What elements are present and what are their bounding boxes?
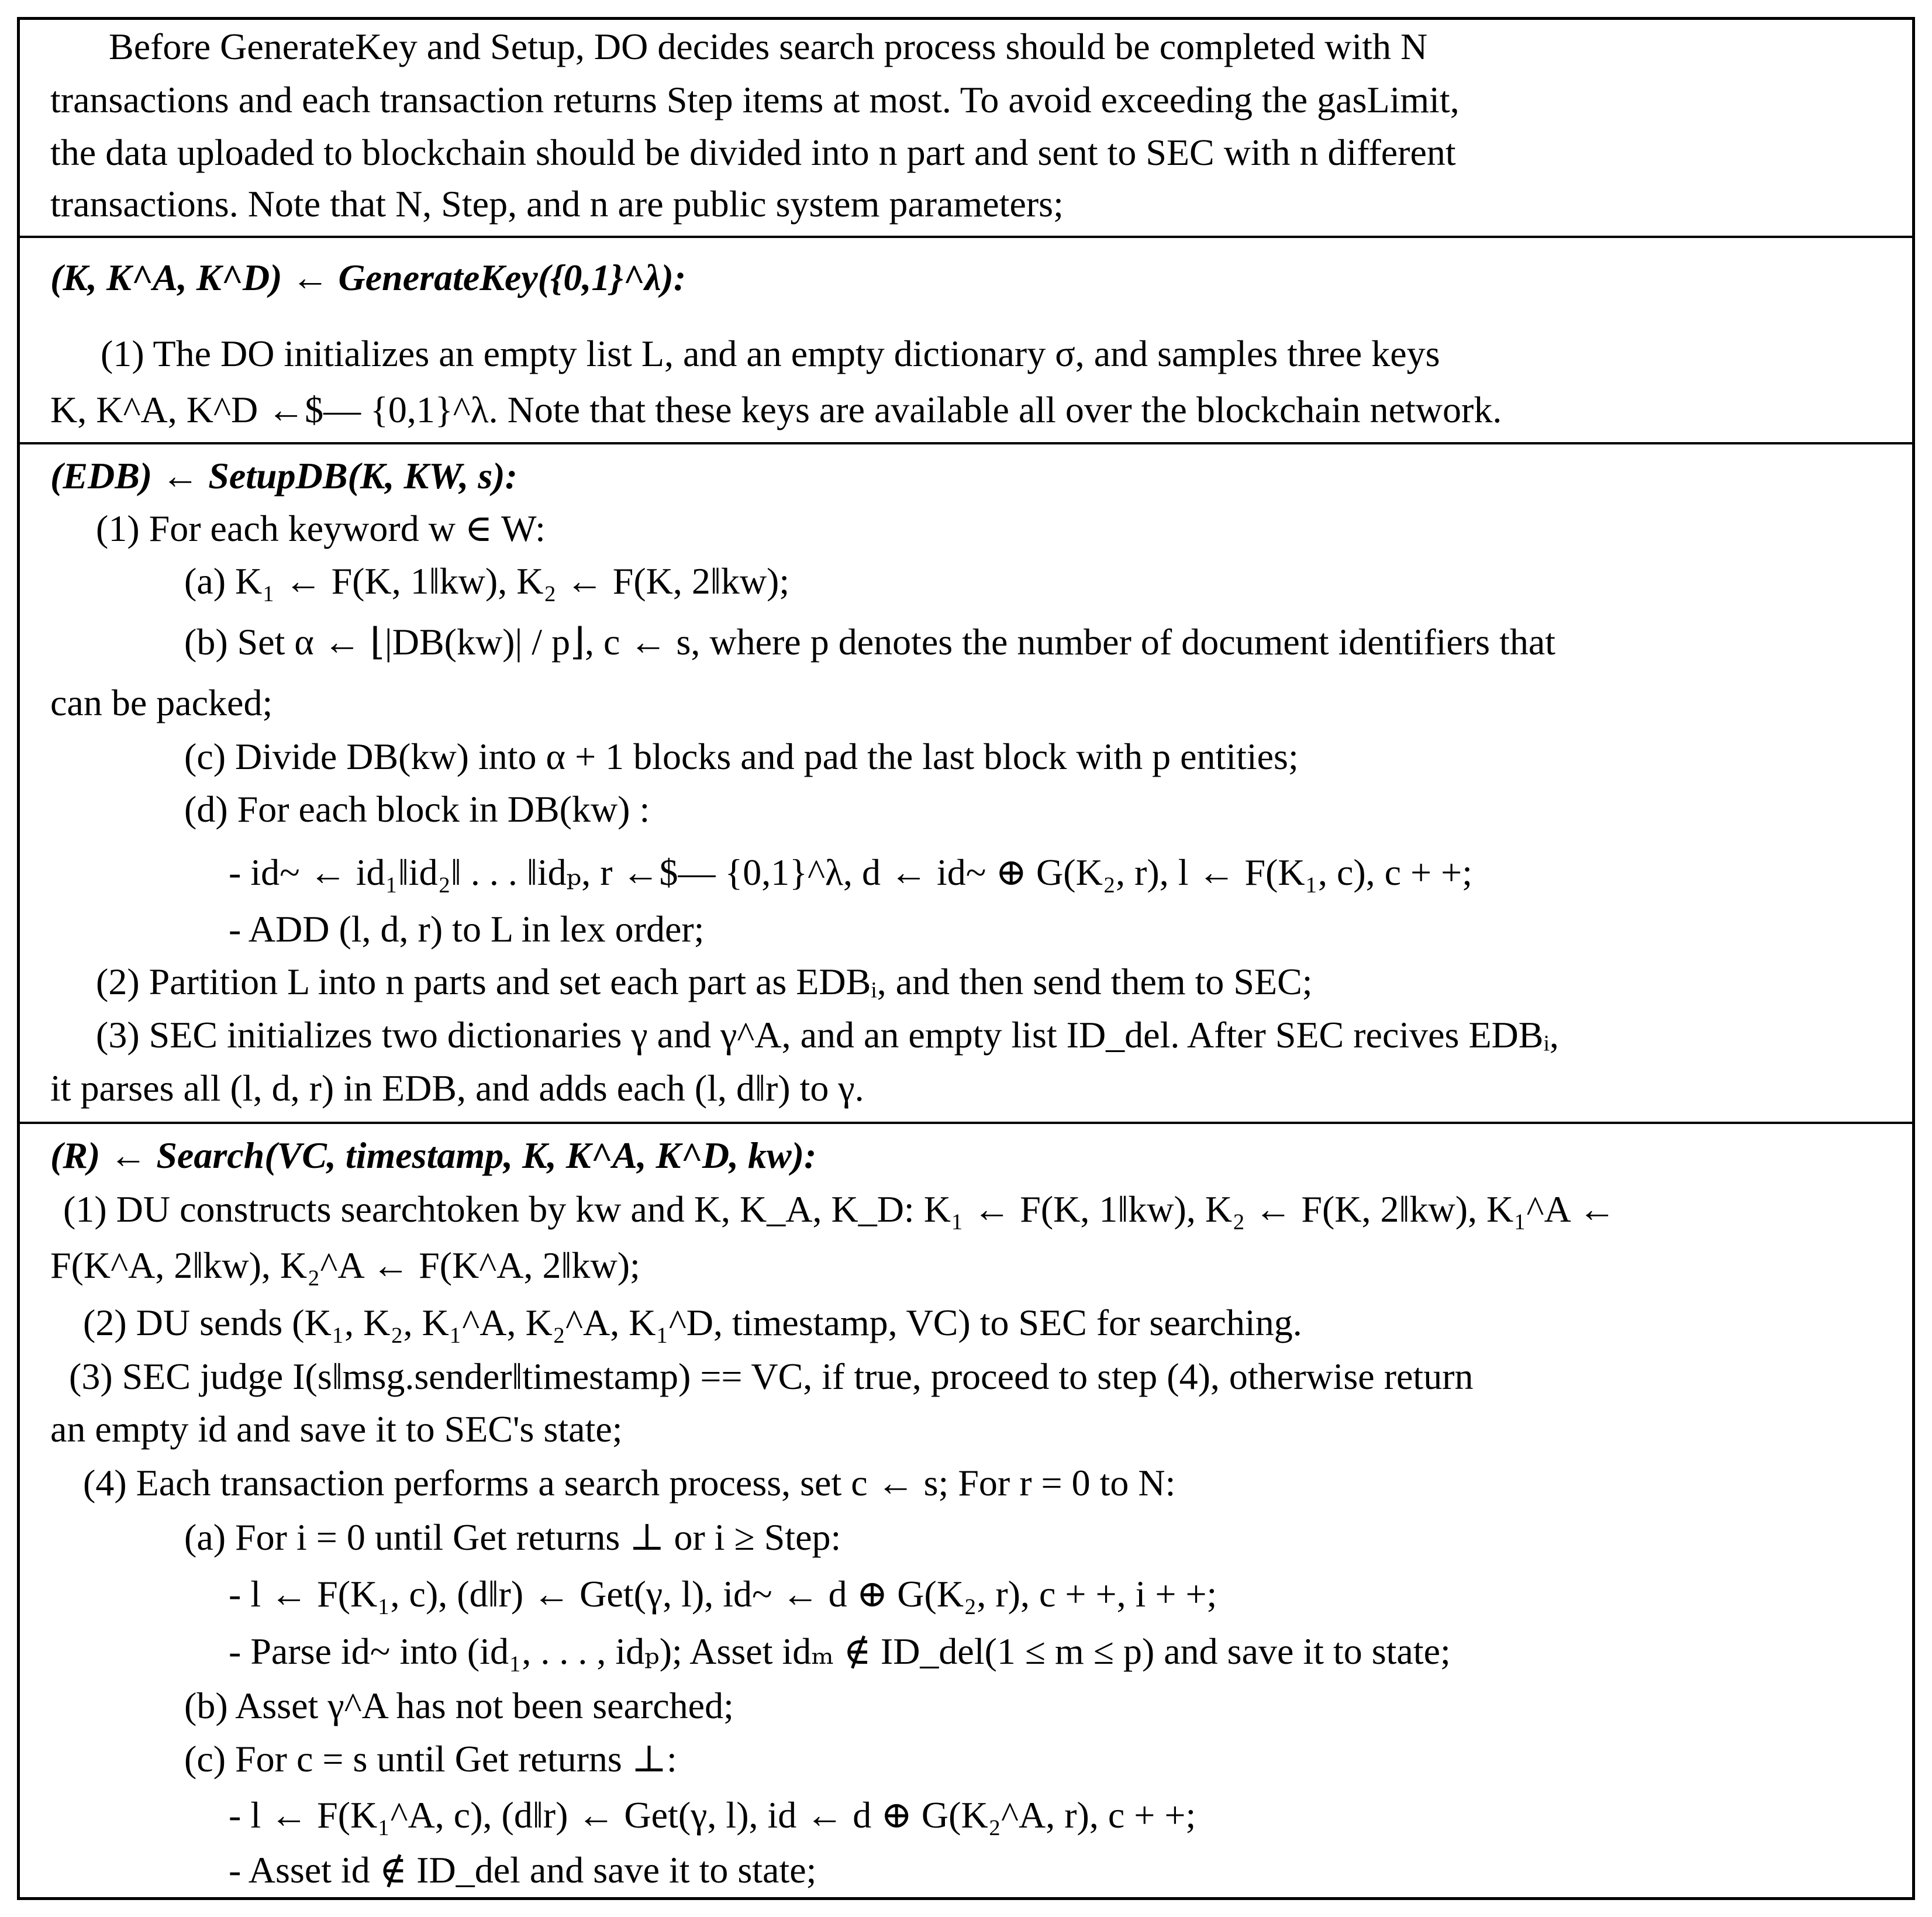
search-line: (a) For i = 0 until Get returns ⊥ or i ≥ Step: [184, 1516, 841, 1558]
intro-line: transactions. Note that N, Step, and n are public system parameters; [50, 183, 1064, 225]
setup-db-line: (3) SEC initializes two dictionaries γ and γ^A, and an empty list ID_del. After SEC recives EDBᵢ, [96, 1014, 1559, 1056]
generate-key-header: (K, K^A, K^D) ← GenerateKey({0,1}^λ): [50, 257, 686, 298]
intro-line: Before GenerateKey and Setup, DO decides search process should be completed with N [109, 26, 1428, 67]
search-line: (2) DU sends (K₁, K₂, K₁^A, K₂^A, K₁^D, timestamp, VC) to SEC for searching. [83, 1302, 1302, 1343]
setup-db-line: - ADD (l, d, r) to L in lex order; [229, 908, 705, 950]
setup-db-line: (2) Partition L into n parts and set each part as EDBᵢ, and then send them to SEC; [96, 961, 1313, 1002]
search-line: - Parse id~ into (id₁, . . . , idₚ); Asset idₘ ∉ ID_del(1 ≤ m ≤ p) and save it to state; [229, 1630, 1451, 1672]
generate-key-section [20, 238, 1912, 443]
search-line: F(K^A, 2‖kw), K₂^A ← F(K^A, 2‖kw); [50, 1244, 640, 1286]
search-line: - Asset id ∉ ID_del and save it to state; [229, 1849, 817, 1891]
generate-key-line: K, K^A, K^D ←$— {0,1}^λ. Note that these keys are available all over the blockchain network. [50, 389, 1502, 430]
search-line: an empty id and save it to SEC's state; [50, 1408, 623, 1450]
generate-key-line: (1) The DO initializes an empty list L, and an empty dictionary σ, and samples three keys [101, 333, 1440, 374]
intro-line: transactions and each transaction returns Step items at most. To avoid exceeding the gasLimit, [50, 79, 1460, 120]
search-line: (c) For c = s until Get returns ⊥: [184, 1738, 677, 1780]
search-header: (R) ← Search(VC, timestamp, K, K^A, K^D, kw): [50, 1135, 817, 1176]
setup-db-line: (c) Divide DB(kw) into α + 1 blocks and pad the last block with p entities; [184, 736, 1299, 777]
setup-db-line: (d) For each block in DB(kw) : [184, 788, 650, 830]
setup-db-line: (b) Set α ← ⌊|DB(kw)| / p⌋, c ← s, where p denotes the number of document identifiers that [184, 621, 1555, 663]
search-section [20, 1124, 1912, 1897]
setup-db-line: can be packed; [50, 682, 273, 723]
setup-db-line: (a) K₁ ← F(K, 1‖kw), K₂ ← F(K, 2‖kw); [184, 560, 790, 602]
search-line: (b) Asset γ^A has not been searched; [184, 1685, 734, 1726]
setup-db-section [20, 444, 1912, 1123]
algorithm-box [17, 17, 1915, 1900]
intro-line: the data uploaded to blockchain should be divided into n part and sent to SEC with n different [50, 132, 1456, 173]
search-line: (4) Each transaction performs a search process, set c ← s; For r = 0 to N: [83, 1462, 1176, 1504]
search-line: - l ← F(K₁^A, c), (d‖r) ← Get(γ, l), id ← d ⊕ G(K₂^A, r), c + +; [229, 1794, 1196, 1836]
search-line: (1) DU constructs searchtoken by kw and K, K_A, K_D: K₁ ← F(K, 1‖kw), K₂ ← F(K, 2‖kw), K₁^A ← [63, 1188, 1616, 1230]
search-line: - l ← F(K₁, c), (d‖r) ← Get(γ, l), id~ ← d ⊕ G(K₂, r), c + +, i + +; [229, 1573, 1217, 1615]
search-line: (3) SEC judge I(s‖msg.sender‖timestamp) == VC, if true, proceed to step (4), otherwise return [69, 1356, 1474, 1397]
setup-db-line: (1) For each keyword w ∈ W: [96, 508, 546, 549]
intro-section [20, 20, 1912, 236]
setup-db-header: (EDB) ← SetupDB(K, KW, s): [50, 455, 518, 497]
setup-db-line: - id~ ← id₁‖id₂‖ . . . ‖idₚ, r ←$— {0,1}^λ, d ← id~ ⊕ G(K₂, r), l ← F(K₁, c), c + +; [229, 851, 1473, 893]
setup-db-line: it parses all (l, d, r) in EDB, and adds each (l, d‖r) to γ. [50, 1067, 864, 1109]
